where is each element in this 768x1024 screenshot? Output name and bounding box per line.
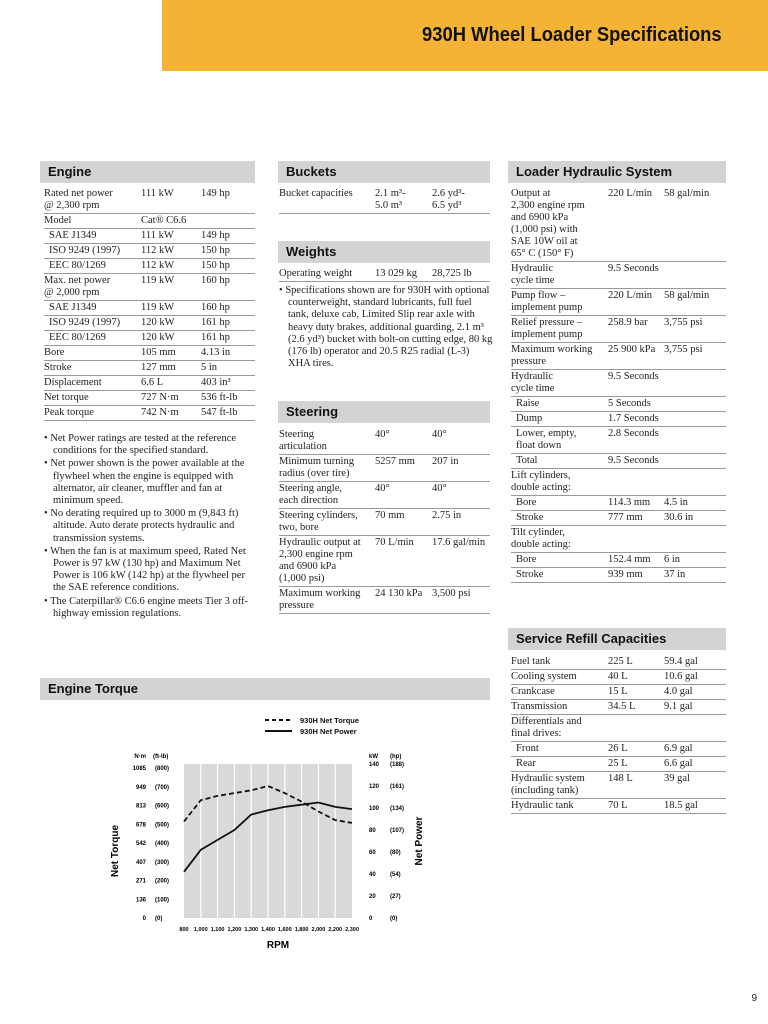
table-row [511,685,726,700]
right-tick-label: (80) [390,850,401,856]
left-tick-label: (0) [155,916,163,922]
spec-label: Stroke [511,511,608,526]
spec-label: Steering angle, each direction [279,482,375,509]
spec-label: SAE J1349 [44,301,141,316]
buckets-heading: Buckets [278,161,490,183]
service-refill-table [511,655,726,814]
table-row [44,361,255,376]
spec-label: Hydraulic tank [511,799,608,814]
spec-label: Output at 2,300 engine rpm and 6900 kPa (1,000 psi) with SAE 10W oil at 65° C (150° F) [511,187,608,262]
table-row [511,772,726,799]
loader-hydraulic-table [511,187,726,583]
weights-table [279,267,490,282]
x-tick-label: 800 [179,927,189,933]
title-banner [162,0,768,71]
spec-value: 403 in³ [201,376,255,391]
spec-value: 150 hp [201,244,255,259]
right-tick-label: (161) [390,784,405,790]
right-tick-label: (54) [390,872,401,878]
spec-value: 4.0 gal [664,685,726,700]
right-unit-header: (hp) [390,754,402,760]
spec-value: 112 kW [141,259,201,274]
spec-value: 220 L/min [608,289,664,316]
x-tick-label: 1,100 [210,927,225,933]
spec-value: 24 130 kPa [375,587,432,614]
weights-heading: Weights [278,241,490,263]
right-unit-header: kW [369,754,378,760]
buckets-table [279,187,490,214]
spec-value [664,427,726,454]
table-row [279,482,490,509]
spec-value: 3,755 psi [664,343,726,370]
spec-value: 148 L [608,772,664,799]
right-tick-label: (134) [390,806,405,812]
page-number: 9 [751,993,757,1004]
spec-label: Net torque [44,391,141,406]
spec-value: 742 N·m [141,406,201,421]
spec-value: 58 gal/min [664,289,726,316]
spec-label: Rated net power @ 2,300 rpm [44,187,141,214]
spec-value: 120 kW [141,316,201,331]
table-row [511,757,726,772]
spec-value: 30.6 in [664,511,726,526]
left-tick-label: (300) [155,859,170,866]
spec-value: 114.3 mm [608,496,664,511]
table-row [44,214,255,229]
table-row [44,316,255,331]
x-tick-label: 1,800 [294,927,309,933]
table-row [279,455,490,482]
spec-label: Hydraulic system (including tank) [511,772,608,799]
x-tick-label: 1,600 [277,927,292,933]
spec-label: Total [511,454,608,469]
spec-value: 9.5 Seconds [608,370,664,397]
spec-label: Steering cylinders, two, bore [279,509,375,536]
spec-value [664,412,726,427]
right-tick-label: (0) [390,916,398,922]
service-refill-heading: Service Refill Capacities [508,628,726,650]
spec-value [664,262,726,289]
spec-label: Stroke [511,568,608,583]
table-row [44,187,255,214]
table-row [511,715,726,742]
left-tick-label: 542 [135,841,146,847]
spec-label: Bore [44,346,141,361]
spec-label: ISO 9249 (1997) [44,316,141,331]
spec-value: 13 029 kg [375,267,432,282]
table-row [511,700,726,715]
table-row [44,301,255,316]
spec-value: 5257 mm [375,455,432,482]
right-tick-label: 60 [369,850,376,856]
table-row [511,670,726,685]
spec-value: 2.6 yd³- 6.5 yd³ [432,187,490,214]
spec-value [608,526,664,553]
spec-value [201,214,255,229]
spec-value: 160 hp [201,301,255,316]
spec-value: 15 L [608,685,664,700]
spec-label: Operating weight [279,267,375,282]
left-unit-header: (ft-lb) [153,754,169,760]
x-tick-label: 1,300 [244,927,259,933]
spec-label: Lower, empty, float down [511,427,608,454]
note-item: • The Caterpillar® C6.6 engine meets Tier 3 off-highway emission regulations. [44,596,259,620]
left-tick-label: 813 [135,803,146,810]
note-item: • When the fan is at maximum speed, Rated Net Power is 97 kW (130 hp) and Maximum Net Power is 106 kW (142 hp) at the flywheel per the SAE reference conditions. [44,546,259,595]
spec-value: 6 in [664,553,726,568]
engine-table [44,187,255,421]
spec-value [664,454,726,469]
spec-value: 70 L/min [375,536,432,587]
table-row [511,553,726,568]
spec-value: 37 in [664,568,726,583]
y2-axis-title: Net Power [414,816,425,866]
x-tick-label: 2,300 [345,927,359,933]
spec-label: Transmission [511,700,608,715]
spec-value: 160 hp [201,274,255,301]
spec-label: Relief pressure – implement pump [511,316,608,343]
table-row [511,655,726,670]
engine-torque-heading: Engine Torque [40,678,490,700]
spec-value [664,397,726,412]
spec-value: 161 hp [201,316,255,331]
spec-value: 17.6 gal/min [432,536,490,587]
weights-notes [279,285,494,371]
engine-notes [44,433,259,621]
left-tick-label: 1085 [132,766,146,772]
table-row [511,412,726,427]
spec-label: Lift cylinders, double acting: [511,469,608,496]
left-tick-label: 949 [135,784,146,791]
spec-value: 119 kW [141,274,201,301]
spec-value: 105 mm [141,346,201,361]
note-item: • Net power shown is the power available at the flywheel when the engine is equipped with alternator, air cleaner, muffler and fan at minimum speed. [44,458,259,507]
spec-value: 40° [432,428,490,455]
table-row [511,187,726,262]
table-row [511,496,726,511]
left-tick-label: 0 [142,916,146,922]
left-tick-label: (200) [155,878,170,885]
spec-label: Bucket capacities [279,187,375,214]
spec-value: 9.5 Seconds [608,262,664,289]
spec-value [608,469,664,496]
spec-value: 25 L [608,757,664,772]
table-row [44,346,255,361]
table-row [279,428,490,455]
spec-label: Minimum turning radius (over tire) [279,455,375,482]
table-row [279,187,490,214]
note-item: • Net Power ratings are tested at the reference conditions for the specified standard. [44,433,259,457]
table-row [511,742,726,757]
spec-label: Pump flow – implement pump [511,289,608,316]
table-row [44,331,255,346]
spec-label: Front [511,742,608,757]
note-item: • Specifications shown are for 930H with optional counterweight, standard lubricants, full fuel tank, deluxe cab, Limited Slip rear axle with heavy duty brakes, additional guarding, 2.1 m³ (2.6 yd³) bucket with bolt-on cutting edge, 80 kg (176 lb) operator and 20.5 R25 radial (L-3) XHA tires. [279,285,494,370]
spec-value: 26 L [608,742,664,757]
spec-label: Fuel tank [511,655,608,670]
table-row [511,511,726,526]
x-tick-label: 1,400 [261,927,275,933]
spec-value: 6.6 L [141,376,201,391]
table-row [279,509,490,536]
spec-label: Maximum working pressure [279,587,375,614]
table-row [511,469,726,496]
spec-value [664,715,726,742]
left-tick-label: 407 [135,859,146,866]
spec-label: Max. net power @ 2,000 rpm [44,274,141,301]
spec-label: ISO 9249 (1997) [44,244,141,259]
table-row [511,316,726,343]
x-tick-label: 2,200 [328,927,343,933]
spec-label: Cooling system [511,670,608,685]
table-row [44,406,255,421]
spec-value: 70 mm [375,509,432,536]
right-tick-label: (188) [390,762,405,768]
spec-label: Maximum working pressure [511,343,608,370]
spec-label: EEC 80/1269 [44,331,141,346]
spec-value: 258.9 bar [608,316,664,343]
spec-value: 70 L [608,799,664,814]
spec-value: 4.5 in [664,496,726,511]
left-tick-label: 136 [135,897,146,904]
table-row [511,289,726,316]
spec-label: Displacement [44,376,141,391]
right-tick-label: (107) [390,828,405,834]
spec-value: 5 in [201,361,255,376]
right-tick-label: 40 [369,872,376,878]
spec-value: 120 kW [141,331,201,346]
spec-value: 6.6 gal [664,757,726,772]
left-tick-label: (800) [155,766,170,772]
spec-label: Hydraulic cycle time [511,370,608,397]
spec-value [664,526,726,553]
left-tick-label: (500) [155,822,170,829]
x-tick-label: 2,000 [311,927,326,933]
spec-value: 6.9 gal [664,742,726,757]
engine-heading: Engine [40,161,255,183]
table-row [511,370,726,397]
spec-value: 777 mm [608,511,664,526]
spec-label: Peak torque [44,406,141,421]
steering-heading: Steering [278,401,490,423]
spec-value: 25 900 kPa [608,343,664,370]
spec-value: 40 L [608,670,664,685]
loader-hydraulic-heading: Loader Hydraulic System [508,161,726,183]
spec-value: 39 gal [664,772,726,799]
spec-value: 207 in [432,455,490,482]
spec-label: SAE J1349 [44,229,141,244]
left-tick-label: (600) [155,803,170,810]
left-tick-label: (100) [155,897,170,904]
spec-value: 40° [432,482,490,509]
table-row [511,454,726,469]
spec-value: 3,755 psi [664,316,726,343]
spec-value [608,715,664,742]
spec-label: Stroke [44,361,141,376]
spec-value: 18.5 gal [664,799,726,814]
spec-label: EEC 80/1269 [44,259,141,274]
table-row [44,376,255,391]
spec-value: 58 gal/min [664,187,726,262]
page-title: 930H Wheel Loader Specifications [422,24,722,46]
left-tick-label: 271 [135,878,146,885]
spec-label: Hydraulic output at 2,300 engine rpm and 6900 kPa (1,000 psi) [279,536,375,587]
table-row [279,587,490,614]
y-axis-title: Net Torque [110,824,121,878]
note-item: • No derating required up to 3000 m (9,843 ft) altitude. Auto derate protects hydraulic and transmission systems. [44,508,259,545]
table-row [279,536,490,587]
spec-value: 5 Seconds [608,397,664,412]
x-tick-label: 1,000 [193,927,208,933]
table-row [44,274,255,301]
engine-torque-chart [100,708,430,958]
spec-value [664,370,726,397]
table-row [511,427,726,454]
spec-label: Model [44,214,141,229]
spec-value: 536 ft-lb [201,391,255,406]
legend-label: 930H Net Power [300,727,357,736]
spec-value: 1.7 Seconds [608,412,664,427]
spec-value: 40° [375,482,432,509]
legend-label: 930H Net Torque [300,716,360,725]
left-unit-header: N·m [134,754,146,760]
spec-label: Dump [511,412,608,427]
spec-value: 112 kW [141,244,201,259]
left-tick-label: 678 [135,822,146,829]
spec-value: 161 hp [201,331,255,346]
spec-value: 40° [375,428,432,455]
x-tick-label: 1,200 [227,927,242,933]
spec-value: 34.5 L [608,700,664,715]
table-row [511,343,726,370]
left-tick-label: (700) [155,784,170,791]
table-row [44,229,255,244]
spec-value: 111 kW [141,187,201,214]
table-row [279,267,490,282]
left-tick-label: (400) [155,841,170,847]
spec-label: Hydraulic cycle time [511,262,608,289]
spec-value: Cat® C6.6 [141,214,201,229]
spec-label: Differentials and final drives: [511,715,608,742]
spec-value: 10.6 gal [664,670,726,685]
spec-value: 939 mm [608,568,664,583]
table-row [511,262,726,289]
spec-value: 149 hp [201,229,255,244]
spec-value: 2.1 m³- 5.0 m³ [375,187,432,214]
spec-value: 9.5 Seconds [608,454,664,469]
spec-label: Steering articulation [279,428,375,455]
right-tick-label: 80 [369,828,376,834]
spec-value: 220 L/min [608,187,664,262]
spec-value: 4.13 in [201,346,255,361]
table-row [44,244,255,259]
spec-value: 727 N·m [141,391,201,406]
table-row [511,799,726,814]
right-tick-label: 0 [369,916,373,922]
spec-value: 149 hp [201,187,255,214]
table-row [511,568,726,583]
right-tick-label: 20 [369,894,376,900]
table-row [511,526,726,553]
spec-label: Tilt cylinder, double acting: [511,526,608,553]
spec-value: 59.4 gal [664,655,726,670]
spec-label: Crankcase [511,685,608,700]
spec-value: 152.4 mm [608,553,664,568]
spec-value [664,469,726,496]
spec-value: 111 kW [141,229,201,244]
spec-value: 127 mm [141,361,201,376]
table-row [511,397,726,412]
spec-value: 9.1 gal [664,700,726,715]
spec-label: Bore [511,496,608,511]
spec-value: 547 ft-lb [201,406,255,421]
spec-value: 28,725 lb [432,267,490,282]
spec-label: Rear [511,757,608,772]
spec-label: Bore [511,553,608,568]
right-tick-label: 120 [369,784,380,790]
right-tick-label: (27) [390,894,401,900]
steering-table [279,428,490,614]
spec-value: 2.8 Seconds [608,427,664,454]
right-tick-label: 100 [369,806,380,812]
right-tick-label: 140 [369,762,380,768]
table-row [44,259,255,274]
spec-value: 119 kW [141,301,201,316]
table-row [44,391,255,406]
x-axis-title: RPM [266,940,290,951]
spec-value: 2.75 in [432,509,490,536]
spec-value: 225 L [608,655,664,670]
spec-value: 3,500 psi [432,587,490,614]
spec-label: Raise [511,397,608,412]
spec-value: 150 hp [201,259,255,274]
